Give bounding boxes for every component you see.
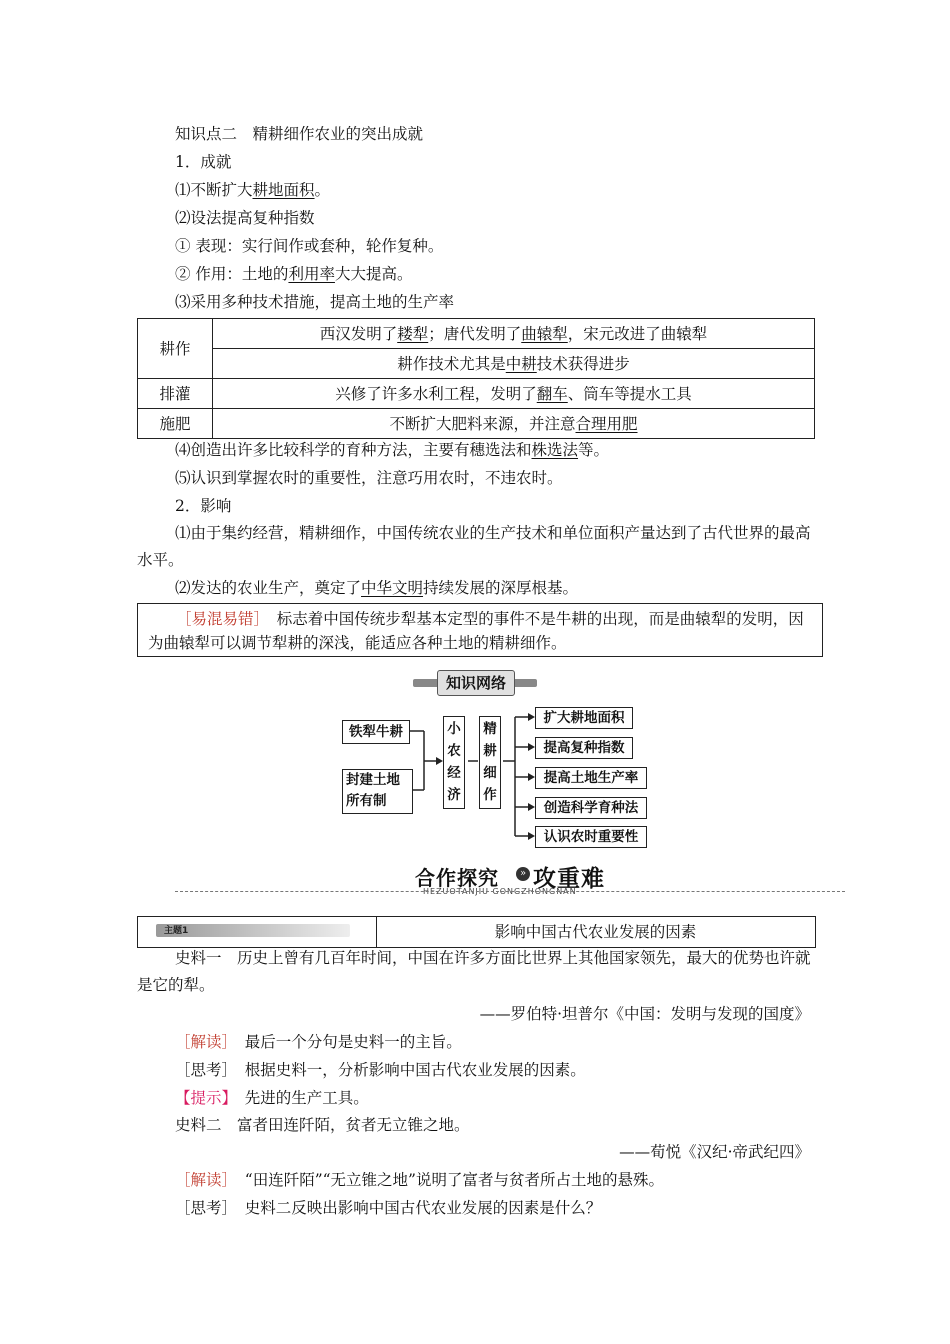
think-tag: ［思考］ xyxy=(175,1199,230,1217)
banner-title-right: 攻重难 xyxy=(533,866,605,892)
source-material-1: 史料一 历史上曾有几百年时间，中国在许多方面比世界上其他国家领先，最大的优势也许就是它的犁。 xyxy=(137,949,811,994)
source-material-2: 史料二 富者田连阡陌，贫者无立锥之地。 xyxy=(175,1116,470,1134)
interpretation xyxy=(175,1170,664,1190)
node-land-productivity: 提高土地生产率 xyxy=(535,767,647,789)
text: 最后一个分句是史料一的主旨。 xyxy=(229,1033,462,1051)
achievement-item: ⑶采用多种技术措施，提高土地的生产率 xyxy=(175,293,455,311)
table-cell xyxy=(213,379,815,409)
keyword: 合理用肥 xyxy=(575,414,638,433)
knowledge-network-banner xyxy=(413,670,537,694)
hint-tag: 【提示】 xyxy=(175,1089,230,1107)
subsection-title: 1．成就 xyxy=(175,153,232,171)
topic-label-bar xyxy=(156,924,350,937)
topic-header xyxy=(137,916,816,948)
achievement-subitem: ① 表现：实行间作或套种，轮作复种。 xyxy=(175,237,444,255)
text: 先进的生产工具。 xyxy=(229,1089,369,1107)
text: 史料二反映出影响中国古代农业发展的因素是什么？ xyxy=(229,1199,602,1217)
banner-title-left: 合作探究 xyxy=(415,866,499,890)
achievement-item: ⑸认识到掌握农时的重要性，注意巧用农时，不违农时。 xyxy=(175,469,563,487)
keyword: 株选法 xyxy=(531,441,579,459)
keyword: 中华文明 xyxy=(361,579,424,597)
achievement-item: ⑵设法提高复种指数 xyxy=(175,209,315,227)
table-cell xyxy=(213,319,815,349)
text: 不断扩大肥料来源，并注意 xyxy=(389,414,576,433)
topic-label-cell xyxy=(138,917,377,947)
topic-label: 主题1 xyxy=(164,926,189,936)
table-row-label: 施肥 xyxy=(138,409,213,439)
node-feudal-land: 封建土地所有制 xyxy=(342,769,413,814)
dashed-divider xyxy=(175,891,845,892)
interpretation xyxy=(175,1032,462,1052)
text: 标志着中国传统步犁基本定型的事件不是牛耕的出现，而是曲辕犁的发明，因为曲辕犁可以调节犁耕的深浅，能适应各种土地的精耕细作。 xyxy=(148,610,804,652)
achievement-subitem xyxy=(175,264,412,284)
node-expand-land: 扩大耕地面积 xyxy=(535,707,633,729)
achievement-item xyxy=(175,440,609,460)
note-tag: ［易混易错］ xyxy=(176,610,262,628)
banner-title: 知识网络 xyxy=(437,670,515,696)
text: 西汉发明了 xyxy=(319,324,398,343)
keyword: 中耕 xyxy=(505,354,537,373)
keyword: 曲辕犁 xyxy=(521,324,568,343)
table-row xyxy=(138,379,815,409)
source-citation: ——荀悦《汉纪·帝武纪四》 xyxy=(619,1143,810,1161)
node-intensive-farming: 精耕细作 xyxy=(479,716,501,809)
keyword: 耧犁 xyxy=(397,324,429,343)
text: 根据史料一，分析影响中国古代农业发展的因素。 xyxy=(229,1061,586,1079)
interpretation-tag: ［解读］ xyxy=(175,1033,230,1051)
text: “田连阡陌”“无立锥之地”说明了富者与贫者所占土地的悬殊。 xyxy=(229,1171,664,1189)
table-row-label: 耕作 xyxy=(138,319,213,379)
table-row xyxy=(138,319,815,349)
text: ② 作用：土地的 xyxy=(175,265,289,283)
text: ；唐代发明了 xyxy=(428,324,522,343)
text: 兴修了许多水利工程，发明了 xyxy=(335,384,537,403)
confusion-note-box xyxy=(137,603,823,657)
table-cell xyxy=(213,409,815,439)
text: 持续发展的深厚根基。 xyxy=(423,579,579,597)
think-question xyxy=(175,1060,586,1080)
cooperative-inquiry-banner xyxy=(415,862,605,896)
topic-title: 影响中国古代农业发展的因素 xyxy=(494,923,697,941)
subsection-title: 2．影响 xyxy=(175,497,232,515)
table-cell xyxy=(213,349,815,379)
keyword: 翻车 xyxy=(536,384,568,403)
text: ⑴不断扩大 xyxy=(175,181,253,199)
section-heading: 知识点二 精耕细作农业的突出成就 xyxy=(175,125,424,143)
double-arrow-icon: » xyxy=(516,867,530,881)
text: 、筒车等提水工具 xyxy=(567,384,692,403)
text: 等。 xyxy=(578,441,610,459)
node-multiple-cropping: 提高复种指数 xyxy=(535,737,633,759)
hint xyxy=(175,1088,369,1108)
text: ⑷创造出许多比较科学的育种方法，主要有穗选法和 xyxy=(175,441,532,459)
keyword: 耕地面积 xyxy=(252,181,315,199)
effect-item xyxy=(175,578,578,598)
text: 。 xyxy=(314,181,331,199)
text: ，宋元改进了曲辕犁 xyxy=(567,324,708,343)
keyword: 利用率 xyxy=(288,265,335,283)
note-text xyxy=(148,607,818,655)
banner-pinyin: HEZUOTANJIU GONGZHONGNAN xyxy=(423,887,577,896)
think-tag: ［思考］ xyxy=(175,1061,230,1079)
table-row-label: 排灌 xyxy=(138,379,213,409)
text: 耕作技术尤其是 xyxy=(397,354,506,373)
technique-table xyxy=(137,318,815,439)
effect-item: ⑴由于集约经营，精耕细作，中国传统农业的生产技术和单位面积产量达到了古代世界的最高水平。 xyxy=(137,524,811,569)
achievement-item xyxy=(175,180,330,200)
text: 技术获得进步 xyxy=(536,354,630,373)
node-farming-season: 认识农时重要性 xyxy=(535,826,647,848)
source-citation: ——罗伯特·坦普尔《中国：发明与发现的国度》 xyxy=(479,1005,810,1023)
interpretation-tag: ［解读］ xyxy=(175,1171,230,1189)
node-iron-plough: 铁犁牛耕 xyxy=(342,720,410,744)
node-small-peasant-economy: 小农经济 xyxy=(443,716,465,809)
text: ⑵发达的农业生产，奠定了 xyxy=(175,579,362,597)
table-row xyxy=(138,409,815,439)
text: 大大提高。 xyxy=(334,265,413,283)
think-question xyxy=(175,1198,601,1218)
node-breeding-methods: 创造科学育种法 xyxy=(535,797,647,819)
table-row xyxy=(138,349,815,379)
